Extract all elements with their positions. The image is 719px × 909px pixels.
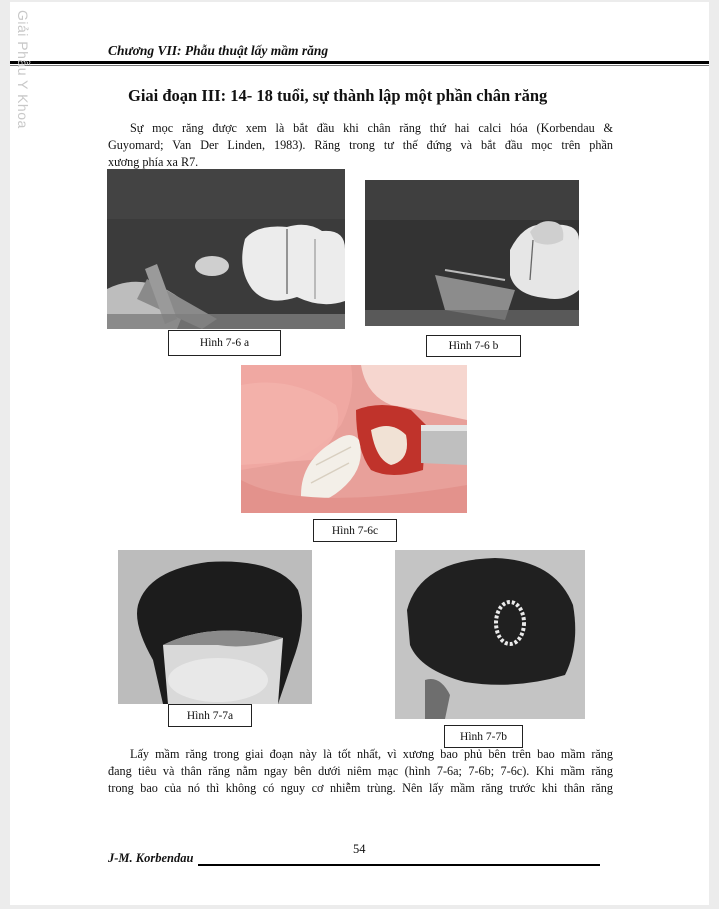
paragraph-line: Sự mọc răng được xem là bắt đầu khi chân răng thứ hai calci hóa (Korbendau & xyxy=(130,121,613,135)
paragraph-line: trong bao của nó thì không có nguy cơ nhiễm trùng. Nên lấy mầm răng trước khi thân răng xyxy=(108,781,613,795)
paragraph-line: đang tiêu và thân răng nằm ngay bên dưới niêm mạc (hình 7-6a; 7-6b; 7-6c). Khi mầm răng xyxy=(108,764,613,778)
figure-7-6a-photo xyxy=(107,169,345,329)
page-number: 54 xyxy=(353,842,366,856)
paragraph-line: Guyomard; Van Der Linden, 1983). Răng trong tư thế đứng và bắt đầu mọc trên phần xyxy=(108,138,613,152)
figure-7-6a-caption: Hình 7-6 a xyxy=(168,330,281,356)
figure-7-6c-photo xyxy=(241,365,467,513)
header-rule-thick xyxy=(10,61,709,64)
footer-rule xyxy=(198,864,600,866)
figure-7-6b-caption: Hình 7-6 b xyxy=(426,335,521,357)
figure-7-6b-photo xyxy=(365,180,579,326)
figure-7-7a-photo xyxy=(118,550,312,704)
figure-7-7b-photo xyxy=(395,550,585,719)
watermark: Giải Phẫu Y Khoa xyxy=(15,10,31,129)
footer-author: J-M. Korbendau xyxy=(108,851,194,865)
paragraph-line: Lấy mầm răng trong giai đoạn này là tốt nhất, vì xương bao phủ bên trên bao mầm răng xyxy=(130,747,613,761)
figure-7-6c-caption: Hình 7-6c xyxy=(313,519,397,542)
section-title: Giai đoạn III: 14- 18 tuổi, sự thành lập một phần chân răng xyxy=(128,86,548,105)
paragraph-intro xyxy=(108,120,613,171)
paragraph-body xyxy=(108,746,613,797)
running-header: Chương VII: Phẫu thuật lấy mầm răng xyxy=(108,43,329,58)
figure-7-7b-caption: Hình 7-7b xyxy=(444,725,523,748)
header-rule-thin xyxy=(10,65,709,66)
figure-7-7a-caption: Hình 7-7a xyxy=(168,704,252,727)
paragraph-line: xương phía xa R7. xyxy=(108,155,199,169)
